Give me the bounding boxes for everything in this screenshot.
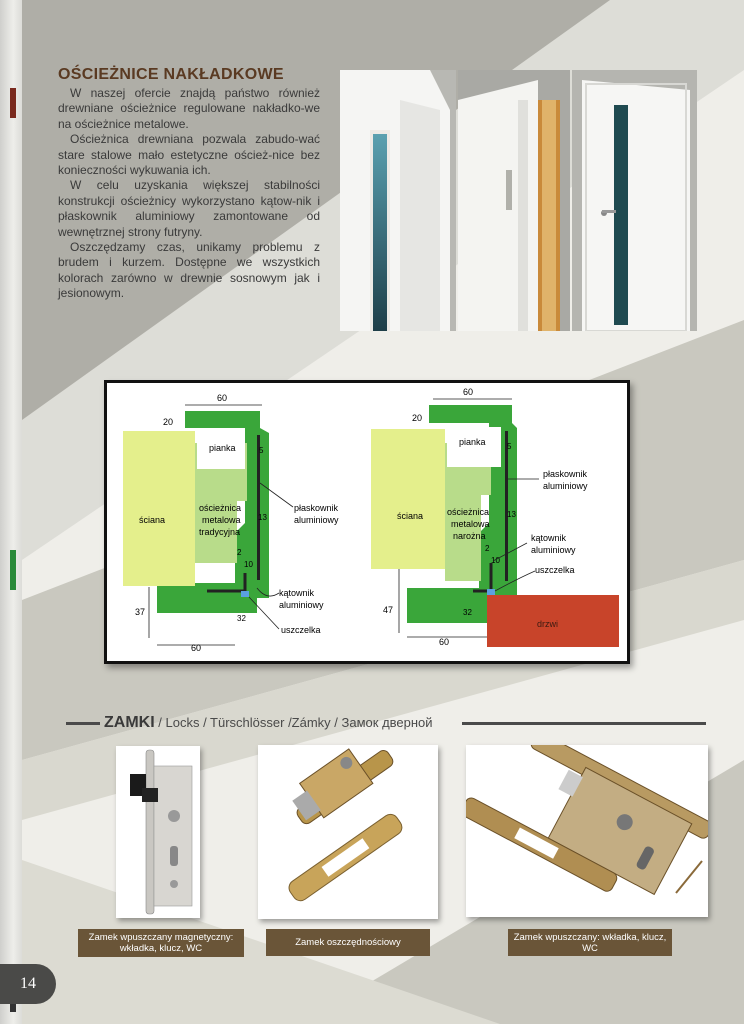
spine-mark-top <box>10 88 16 118</box>
dim-32-right: 32 <box>463 608 472 617</box>
dim-top-left: 60 <box>217 393 228 403</box>
dim-10-left: 10 <box>244 560 253 569</box>
frame-label-right-1: ościeżnica <box>447 507 490 517</box>
locks-heading-bold: ZAMKI <box>104 714 155 731</box>
paragraph-3: W celu uzyskania większej stabilności konstrukcji ościeżnicy wykorzystano kątow-nik i płaskownik aluminiowy zamontowane od wewnętrznej strony futryny. <box>58 178 320 239</box>
heading-rule-left <box>66 722 100 725</box>
frame-label-left-2: metalowa <box>202 515 241 525</box>
dim-5-left: 5 <box>259 446 264 455</box>
wall-label-left: ściana <box>139 515 166 525</box>
dim-offset-right: 20 <box>412 413 423 423</box>
dim-bottom-right: 60 <box>439 637 450 647</box>
diagram-corner <box>371 387 619 647</box>
dim-5-right: 5 <box>507 442 512 451</box>
seal-label-right: uszczelka <box>535 565 575 575</box>
dim-2-right: 2 <box>485 544 490 553</box>
seal-left <box>241 591 249 597</box>
flat-bar-label-left-2: aluminiowy <box>294 515 339 525</box>
door-photo-1 <box>340 70 456 331</box>
frame-label-left-3: tradycyjna <box>199 527 241 537</box>
diagram-traditional <box>123 393 339 653</box>
binding-spine <box>0 0 22 1024</box>
door-label: drzwi <box>537 619 559 629</box>
frame-label-right-3: narożna <box>453 531 486 541</box>
page-title: OŚCIEŻNICE NAKŁADKOWE <box>58 66 284 83</box>
flat-bar-right <box>505 431 508 581</box>
frame-label-right-2: metalowa <box>451 519 490 529</box>
diagram-svg <box>107 383 627 661</box>
caption-mortise-lock: Zamek wpuszczany: wkładka, klucz, WC <box>508 929 672 956</box>
locks-heading-languages: / Locks / Türschlösser /Zámky / Замок дверной <box>154 715 433 730</box>
flat-bar-label-right-2: aluminiowy <box>543 481 588 491</box>
angle-label-left-2: aluminiowy <box>279 600 324 610</box>
dim-32-left: 32 <box>237 614 246 623</box>
frame-cross-section-diagram <box>104 380 630 664</box>
paragraph-2: Ościeżnica drewniana pozwala zabudo-wać stare stalowe mało estetyczne oścież-nice bez konieczności wykuwania ich. <box>58 132 320 178</box>
frame-label-left-1: ościeżnica <box>199 503 242 513</box>
caption-economy-lock: Zamek oszczędnościowy <box>266 929 430 956</box>
door-photo-3 <box>572 70 697 331</box>
lock-photo-mortise <box>466 745 708 917</box>
dim-13-left: 13 <box>258 513 267 522</box>
dim-side-right: 47 <box>383 605 394 615</box>
door-photo-2 <box>458 70 570 331</box>
lock-photo-magnetic <box>116 746 200 918</box>
flat-bar-label-left-1: płaskownik <box>294 503 339 513</box>
dim-13-right: 13 <box>507 510 516 519</box>
dim-offset-left: 20 <box>163 417 174 427</box>
dim-10-right: 10 <box>491 556 500 565</box>
caption-magnetic-lock: Zamek wpuszczany magnetyczny: wkładka, klucz, WC <box>78 929 244 957</box>
flat-bar-left <box>257 435 260 580</box>
foam-label-right: pianka <box>459 437 486 447</box>
flat-bar-label-right-1: płaskownik <box>543 469 588 479</box>
paragraph-1: W naszej ofercie znajdą państwo również drewniane ościeżnice regulowane nakładko-we na ościeżnice metalowe. <box>58 86 320 131</box>
dim-side-left: 37 <box>135 607 146 617</box>
page-number: 14 <box>0 964 56 1004</box>
intro-text <box>58 86 320 302</box>
seal-right <box>487 589 495 595</box>
locks-heading-text <box>104 714 433 732</box>
locks-heading <box>66 714 706 736</box>
foam-label-left: pianka <box>209 443 236 453</box>
foam-right <box>447 427 501 467</box>
lock-photo-economy <box>258 745 438 919</box>
dim-top-right: 60 <box>463 387 474 397</box>
angle-label-right-1: kątownik <box>531 533 567 543</box>
seal-label-left: uszczelka <box>281 625 321 635</box>
dim-2-left: 2 <box>237 548 242 557</box>
paragraph-4: Oszczędzamy czas, unikamy problemu z brudem i kurzem. Dostępne we wszystkich kolorach zarówno w drewnie sosnowym jak i jesionowym. <box>58 240 320 301</box>
wall-label-right: ściana <box>397 511 424 521</box>
angle-label-left-1: kątownik <box>279 588 315 598</box>
dim-bottom-left: 60 <box>191 643 202 653</box>
heading-rule-right <box>462 722 706 725</box>
wall-left <box>123 431 195 586</box>
spine-mark-middle <box>10 550 16 590</box>
angle-label-right-2: aluminiowy <box>531 545 576 555</box>
wall-right <box>371 429 445 569</box>
